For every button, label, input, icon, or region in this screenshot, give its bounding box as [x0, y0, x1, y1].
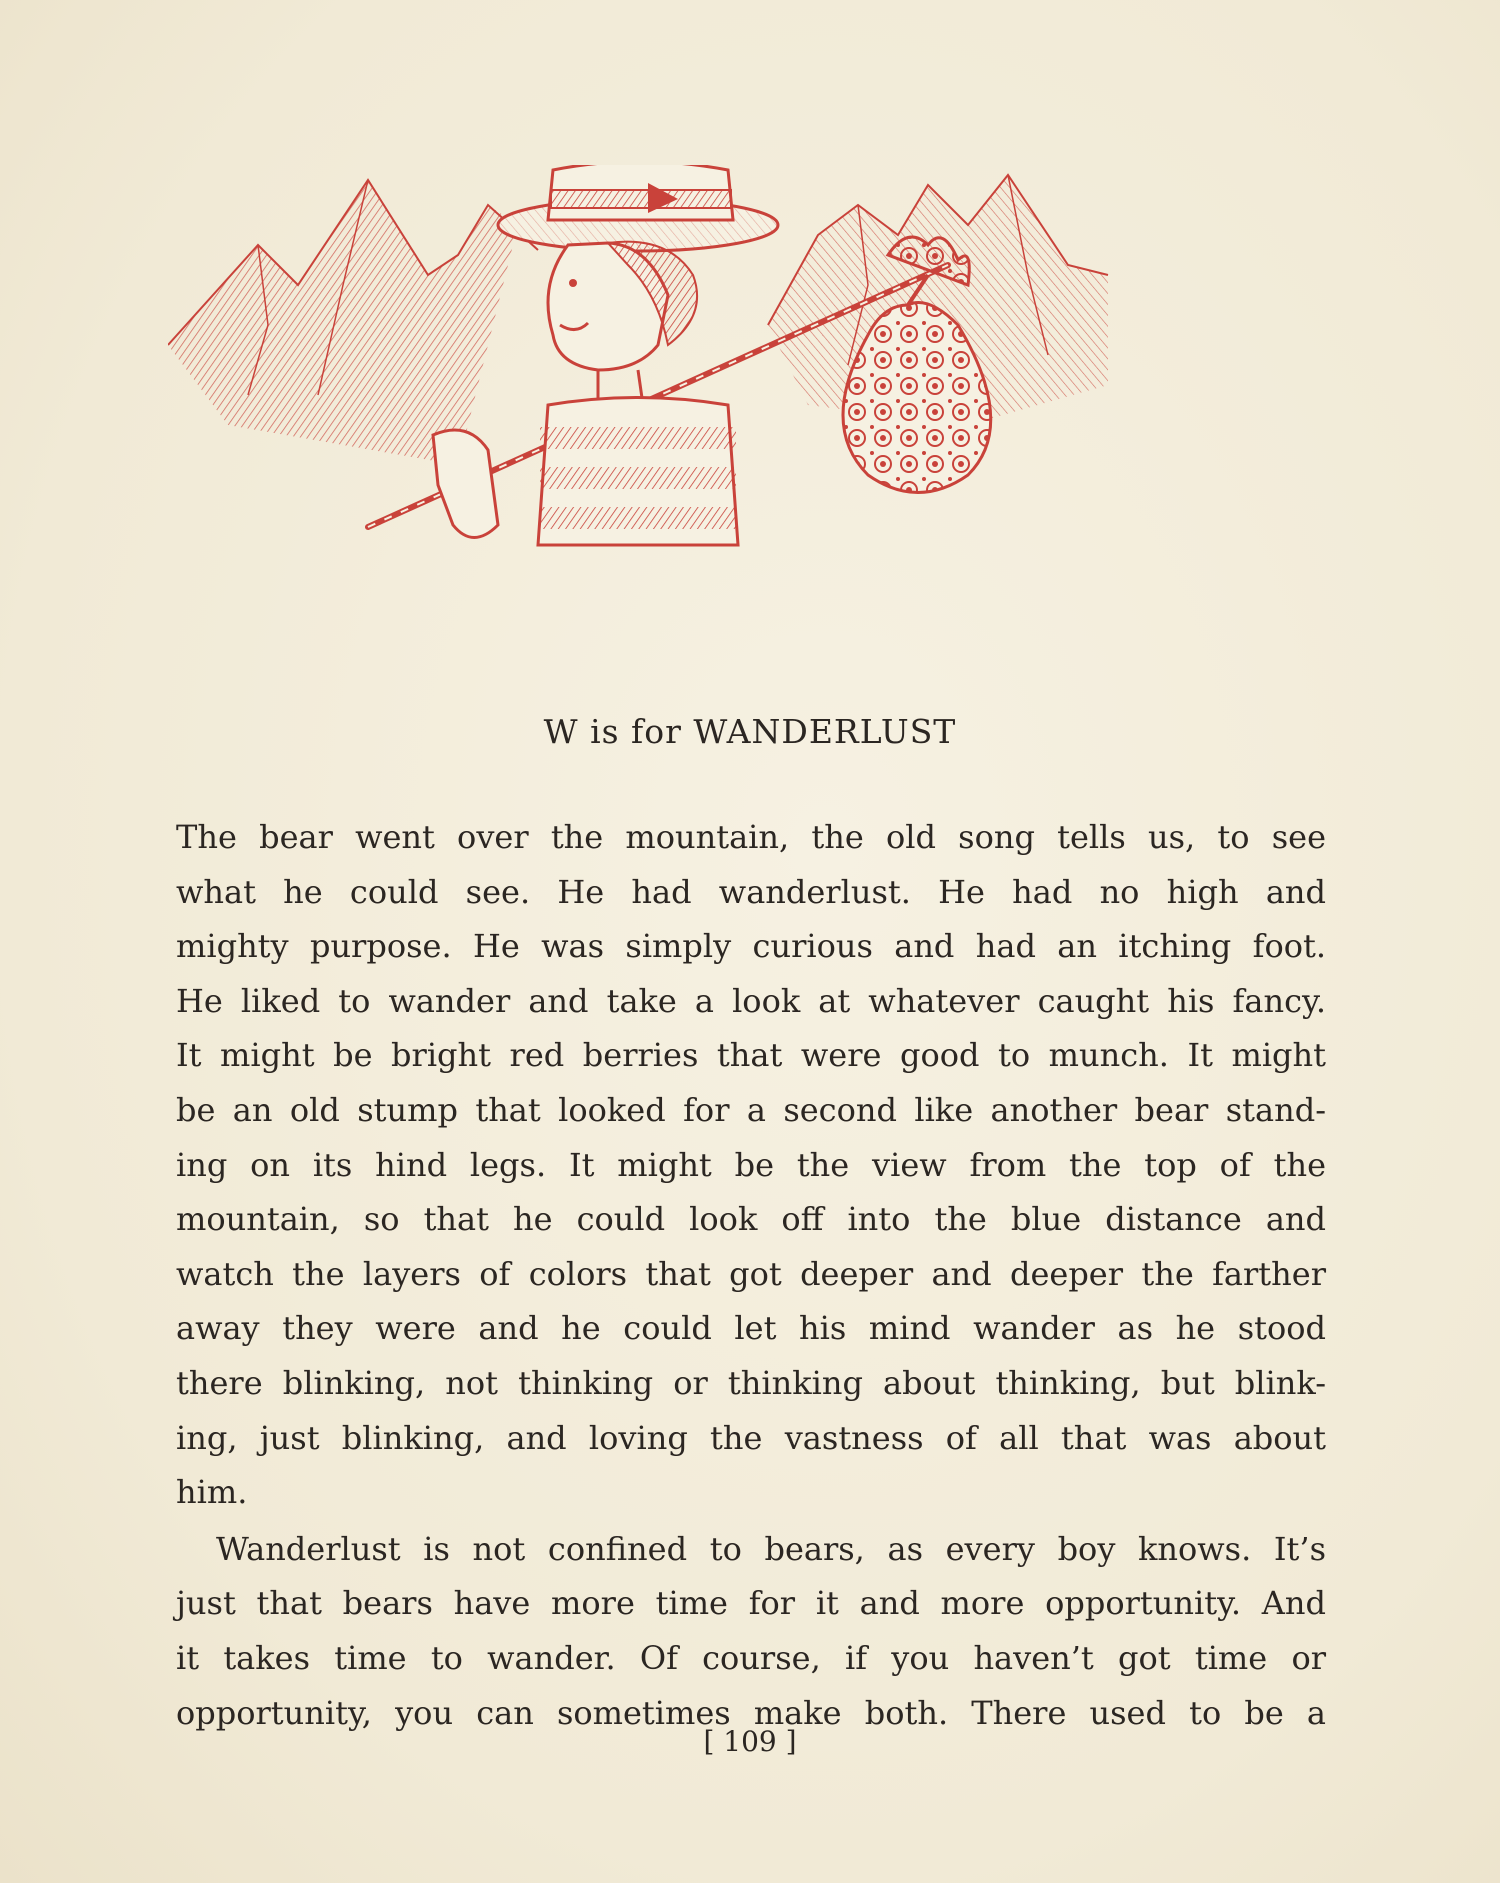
text-line: Wanderlust is not confined to bears, as every boy knows. It’s	[216, 1529, 1326, 1568]
text-line: He liked to wander and take a look at whatever caught his fancy.	[176, 981, 1326, 1020]
wanderer-head	[548, 242, 697, 405]
text-line: him.	[176, 1473, 248, 1512]
text-line: it takes time to wander. Of course, if you haven’t got time or	[176, 1638, 1326, 1677]
text-line: be an old stump that looked for a second like another bear stand-	[176, 1090, 1326, 1129]
hand	[433, 430, 498, 538]
wanderer-with-bindle-illustration	[168, 165, 1328, 645]
text-line: The bear went over the mountain, the old song tells us, to see	[176, 818, 1326, 856]
text-line: just that bears have more time for it and more opportunity. And	[176, 1584, 1326, 1623]
page-number: [ 109 ]	[703, 1725, 797, 1758]
text-line: away they were and he could let his mind wander as he stood	[176, 1309, 1326, 1348]
body-text	[176, 810, 1326, 1740]
text-line: It might be bright red berries that were good to munch. It might	[176, 1036, 1326, 1075]
boater-hat	[498, 165, 778, 251]
text-line: mountain, so that he could look off into the blue distance and	[176, 1200, 1326, 1239]
paragraph-2	[176, 1522, 1326, 1740]
page-heading: W is for WANDERLUST	[543, 712, 957, 751]
text-line: what he could see. He had wanderlust. He had no high and	[176, 872, 1326, 911]
text-line: watch the layers of colors that got deeper and deeper the farther	[176, 1254, 1326, 1293]
mountains-left	[168, 180, 538, 465]
text-line: ing, just blinking, and loving the vastness of all that was about	[176, 1418, 1326, 1457]
text-line: ing on its hind legs. It might be the view from the top of the	[176, 1145, 1326, 1184]
striped-shirt	[538, 398, 738, 546]
text-line: opportunity, you can sometimes make both. There used to be a	[176, 1693, 1326, 1732]
text-line: there blinking, not thinking or thinking about thinking, but blink-	[176, 1363, 1326, 1402]
text-line: mighty purpose. He was simply curious and had an itching foot.	[176, 927, 1326, 966]
paragraph-1	[176, 810, 1326, 1520]
illustration-drawing	[168, 165, 1328, 645]
